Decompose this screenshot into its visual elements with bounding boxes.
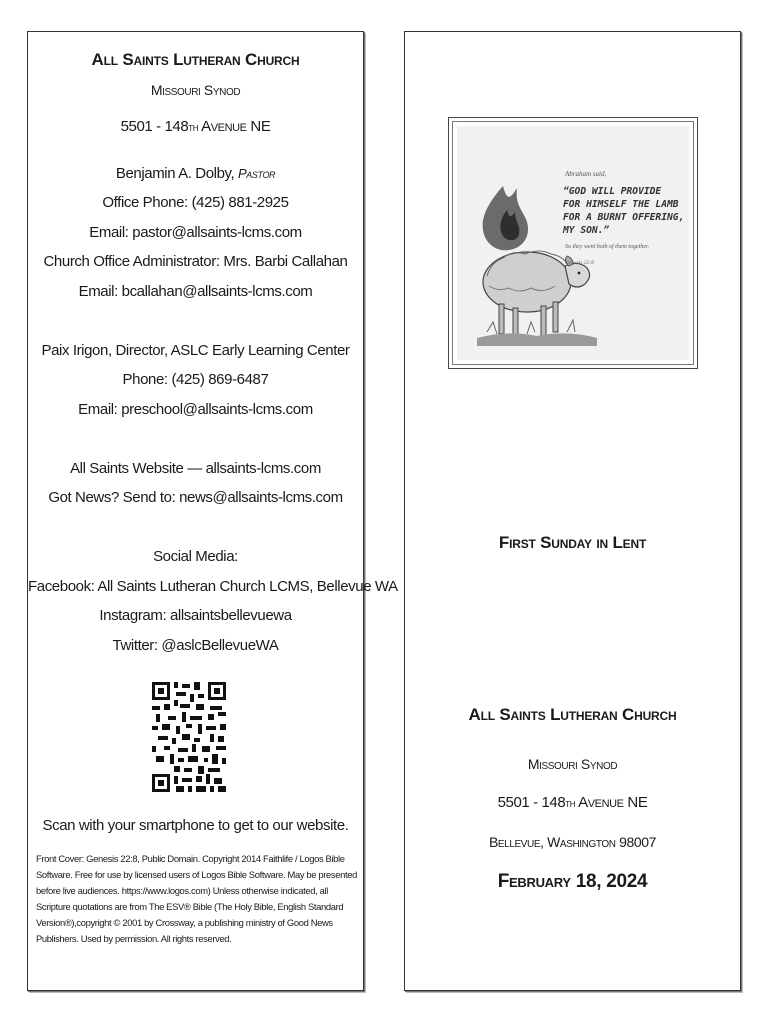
service-date-month: February xyxy=(497,871,571,892)
lamb-illustration xyxy=(457,126,689,360)
front-cover-panel xyxy=(404,31,741,991)
cover-address xyxy=(405,794,740,811)
cover-address-street: Avenue NE xyxy=(575,794,648,811)
church-name-heading: All Saints Lutheran Church xyxy=(91,50,300,69)
cover-address-ordinal: th xyxy=(565,798,576,810)
pastor-title: Pastor xyxy=(238,166,276,181)
cover-quote-line4: MY SON.” xyxy=(563,225,610,236)
address-ordinal: th xyxy=(188,122,199,134)
website-qr-code[interactable] xyxy=(152,682,226,792)
cover-church-name: All Saints Lutheran Church xyxy=(468,705,677,724)
cover-small-bottom: So they went both of them together. xyxy=(565,244,650,250)
cover-city: Bellevue, Washington 98007 xyxy=(488,834,657,850)
cover-quote-line3: FOR A BURNT OFFERING, xyxy=(563,212,685,223)
qr-scan-instruction: Scan with your smartphone to get to our website. xyxy=(42,817,349,834)
news-line[interactable]: Got News? Send to: news@allsaints-lcms.com xyxy=(48,489,343,506)
sunday-title: First Sunday in Lent xyxy=(498,533,647,552)
twitter-line: Twitter: @aslcBellevueWA xyxy=(112,637,279,654)
cover-quote-line2: FOR HIMSELF THE LAMB xyxy=(563,199,679,210)
office-phone: Office Phone: (425) 881-2925 xyxy=(102,194,289,211)
service-date xyxy=(405,871,740,893)
cover-synod: Missouri Synod xyxy=(527,756,618,772)
instagram-line: Instagram: allsaintsbellevuewa xyxy=(99,607,292,624)
cover-image xyxy=(448,117,698,369)
elc-email[interactable]: Email: preschool@allsaints-lcms.com xyxy=(78,401,313,418)
cover-address-number: 5501 - 148 xyxy=(497,794,566,811)
office-administrator: Church Office Administrator: Mrs. Barbi Callahan xyxy=(43,253,348,270)
cover-small-top: Abraham said, xyxy=(565,170,607,178)
service-date-day-year: 18, 2024 xyxy=(570,871,648,892)
elc-director: Paix Irigon, Director, ASLC Early Learning Center xyxy=(41,342,350,359)
cover-copyright-notice: Front Cover: Genesis 22:8, Public Domain. Copyright 2014 Faithlife / Logos Bible Software. Free for use by licensed users of Logos Bible Software. May be presented before live audiences. https://www.logos.com) Unless otherwise indicated, all Scripture quotations are from The ESV® Bible (The Holy Bible, English Standard Version®),copyright © 2001 by Crossway, a publishing ministry of Good News Publishers. Used by permission. All rights reserved. xyxy=(36,853,357,944)
facebook-line: Facebook: All Saints Lutheran Church LCMS, Bellevue WA xyxy=(28,578,398,595)
synod-label: Missouri Synod xyxy=(150,82,241,98)
address-street: Avenue NE xyxy=(198,118,271,135)
church-address xyxy=(28,118,363,135)
cover-reference: Genesis 22:8 xyxy=(565,260,594,266)
address-number: 5501 - 148 xyxy=(120,118,189,135)
elc-phone: Phone: (425) 869-6487 xyxy=(122,371,269,388)
pastor-email[interactable]: Email: pastor@allsaints-lcms.com xyxy=(89,224,302,241)
administrator-email[interactable]: Email: bcallahan@allsaints-lcms.com xyxy=(78,283,313,300)
website-line[interactable]: All Saints Website — allsaints-lcms.com xyxy=(70,460,321,477)
cover-quote-line1: “GOD WILL PROVIDE xyxy=(563,186,662,197)
pastor-line xyxy=(28,165,363,182)
pastor-name: Benjamin A. Dolby, xyxy=(115,165,239,182)
social-media-heading: Social Media: xyxy=(153,548,238,565)
back-page-panel xyxy=(27,31,398,991)
